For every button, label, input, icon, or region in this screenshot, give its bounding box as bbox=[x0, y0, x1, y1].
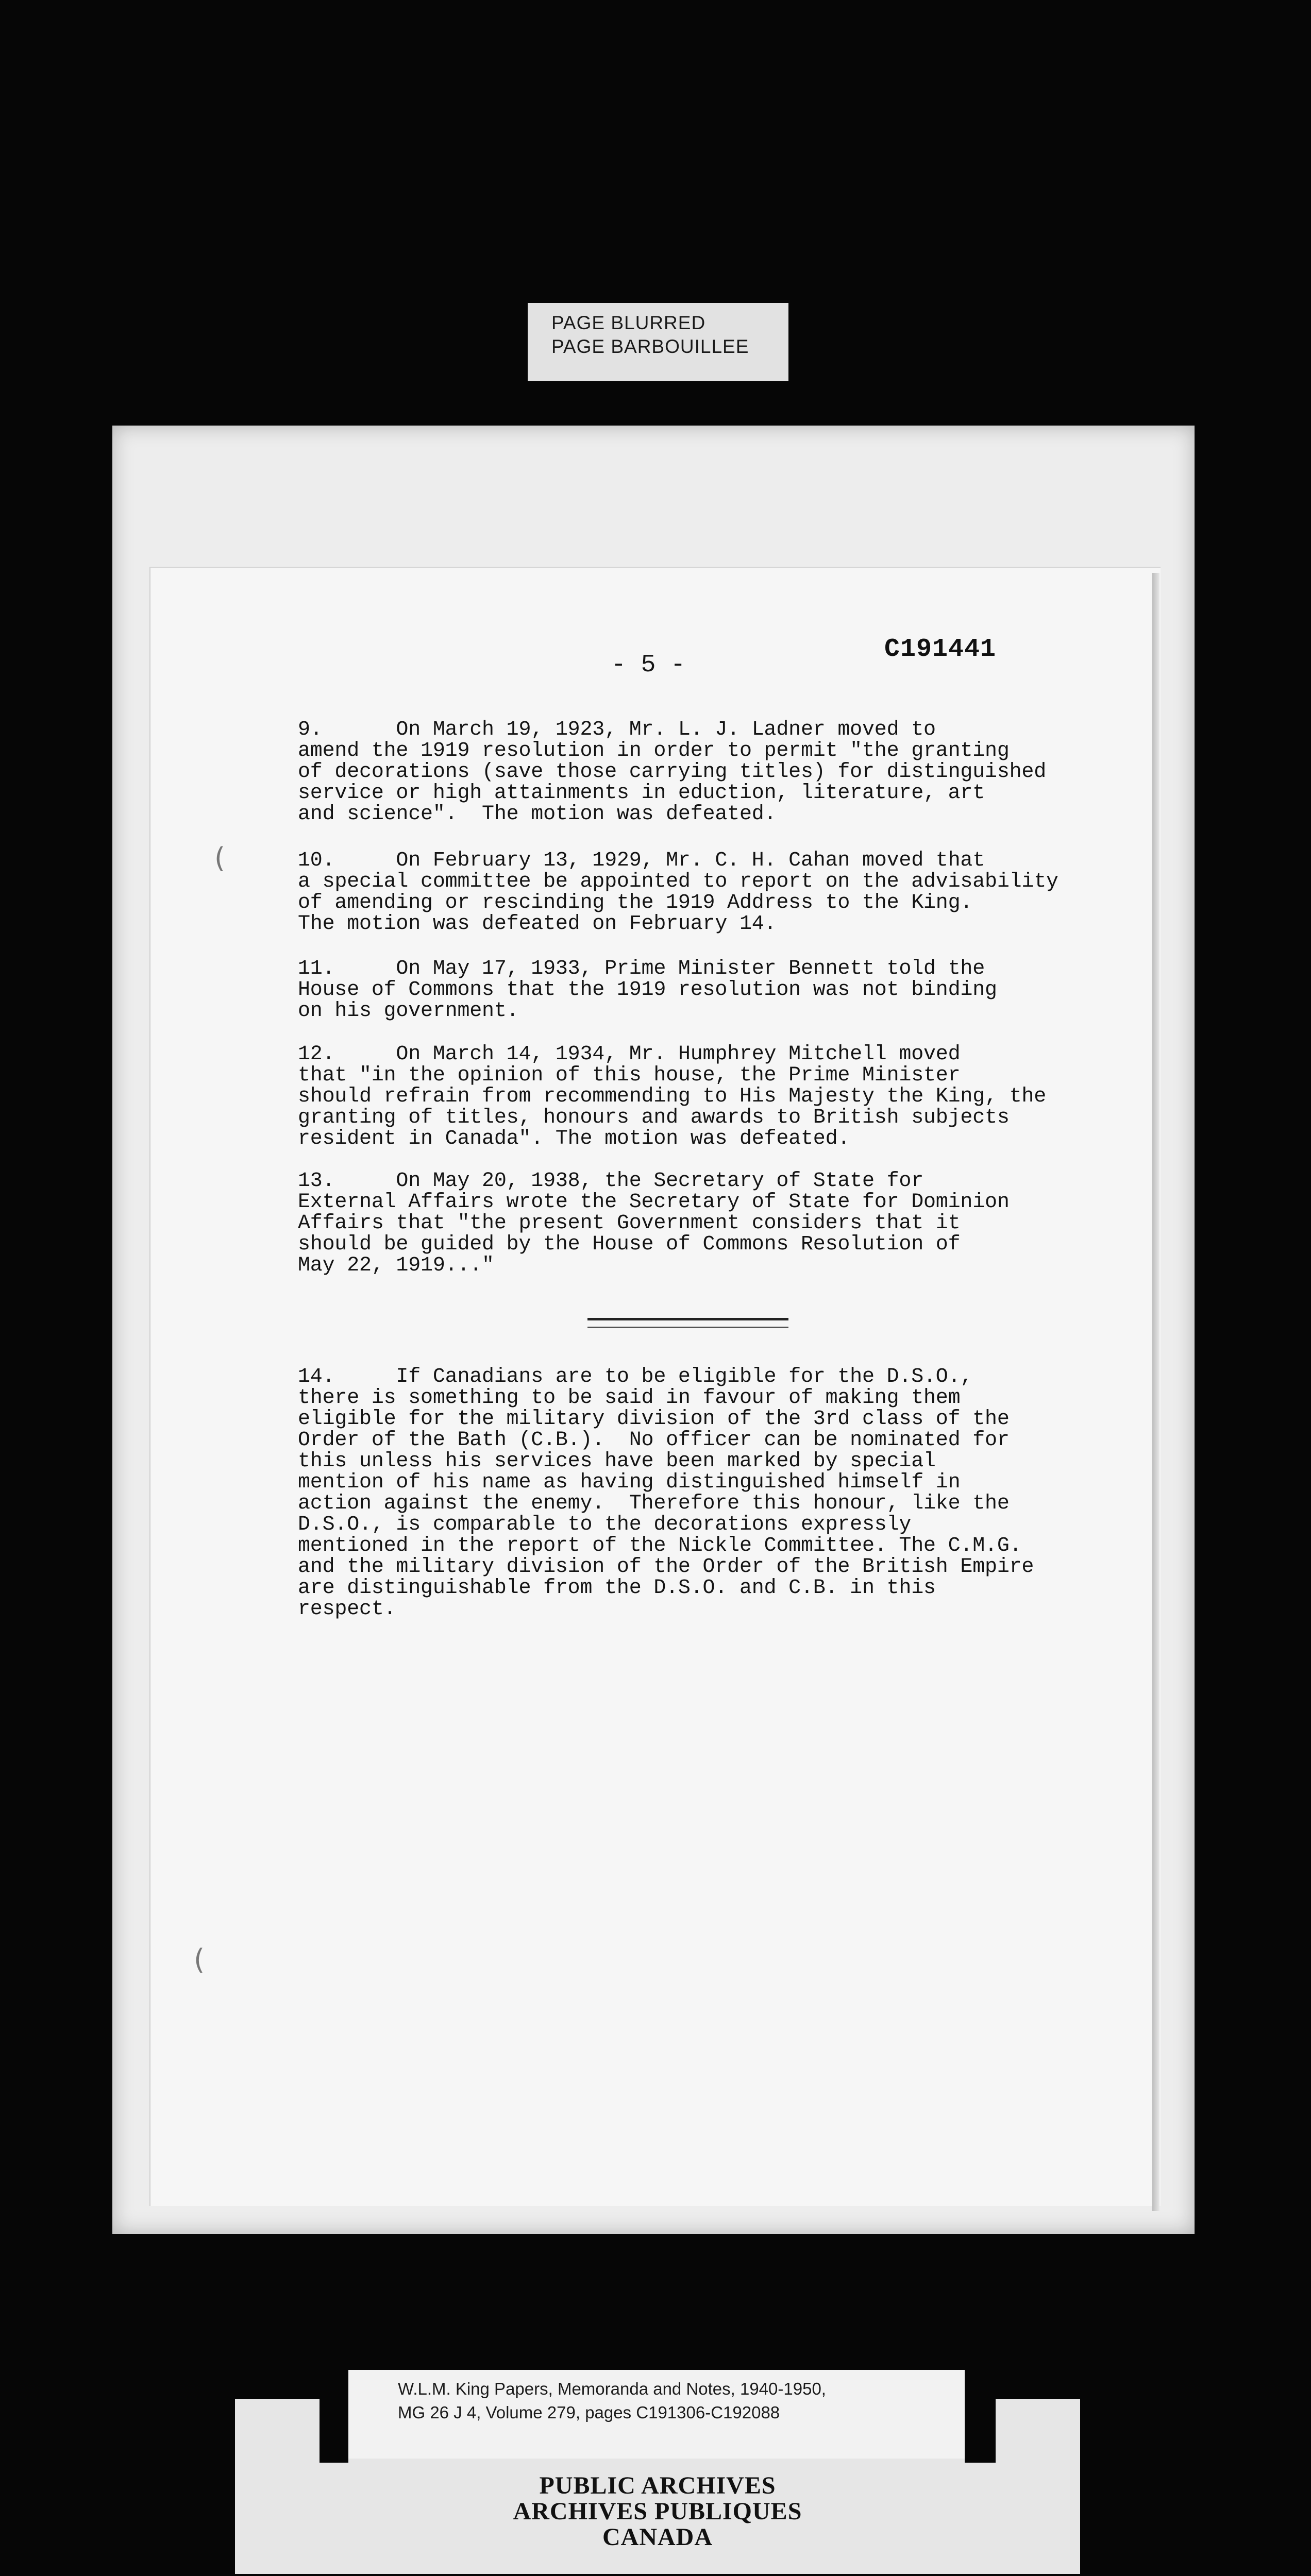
paragraph-13: 13. On May 20, 1938, the Secretary of State for External Affairs wrote the Secretary of State for Dominion Affairs that "the present Government considers that it should be guided by the House of Commons Resolution of May 22, 1919..." bbox=[298, 1170, 1010, 1277]
paragraph-12: 12. On March 14, 1934, Mr. Humphrey Mitchell moved that "in the opinion of this house, the Prime Minister should refrain from recommending to His Majesty the King, the granting of titles, honours and awards to British subjects resident in Canada". The motion was defeated. bbox=[298, 1043, 1047, 1150]
paragraph-10: 10. On February 13, 1929, Mr. C. H. Cahan moved that a special committee be appointed to report on the advisability of amending or rescinding the 1919 Address to the King. The motion was defeated on February 14. bbox=[298, 849, 1058, 936]
paragraph-14: 14. If Canadians are to be eligible for the D.S.O., there is something to be said in favour of making them eligible for the military division of the 3rd class of the Order of the Bath (C.B.). No officer can be nominated for this unless his services have been marked by special mention of his name as having distinguished himself in action against the enemy. Therefore this honour, like the D.S.O., is comparable to the decorations expressly mentioned in the report of the Nickle Committee. The C.M.G. and the military division of the Order of the British Empire are distinguishable from the D.S.O. and C.B. in this respect. bbox=[298, 1365, 1034, 1621]
section-separator bbox=[587, 1318, 788, 1328]
caption-line-1: W.L.M. King Papers, Memoranda and Notes, 1940-1950, bbox=[398, 2379, 826, 2398]
paragraph-11: 11. On May 17, 1933, Prime Minister Bennett told the House of Commons that the 1919 resolution was not binding on his government. bbox=[298, 957, 997, 1023]
archives-line-country: CANADA bbox=[602, 2523, 713, 2551]
archives-line-french: ARCHIVES PUBLIQUES bbox=[513, 2498, 802, 2525]
page-blurred-stamp bbox=[528, 303, 788, 381]
caption-line-2: MG 26 J 4, Volume 279, pages C191306-C192088 bbox=[398, 2403, 780, 2422]
paragraph-9: 9. On March 19, 1923, Mr. L. J. Ladner moved to amend the 1919 resolution in order to permit "the granting of decorations (save those carrying titles) for distinguished service or high attainments in eduction, literature, art and science". The motion was defeated. bbox=[298, 718, 1047, 826]
stamp-line-english: PAGE BLURRED bbox=[551, 312, 706, 333]
archives-label bbox=[235, 2473, 1080, 2550]
stamp-line-french: PAGE BARBOUILLEE bbox=[551, 336, 749, 357]
plate-notch-left bbox=[320, 2370, 348, 2463]
archives-line-english: PUBLIC ARCHIVES bbox=[539, 2472, 776, 2499]
page-number: - 5 - bbox=[611, 651, 686, 679]
page-edge-shadow bbox=[1152, 573, 1159, 2211]
source-caption bbox=[348, 2370, 965, 2459]
plate-notch-right bbox=[965, 2370, 996, 2463]
document-code: C191441 bbox=[884, 635, 997, 664]
hole-punch-mark-icon: ( bbox=[214, 842, 226, 874]
hole-punch-mark-icon: ( bbox=[194, 1943, 205, 1976]
